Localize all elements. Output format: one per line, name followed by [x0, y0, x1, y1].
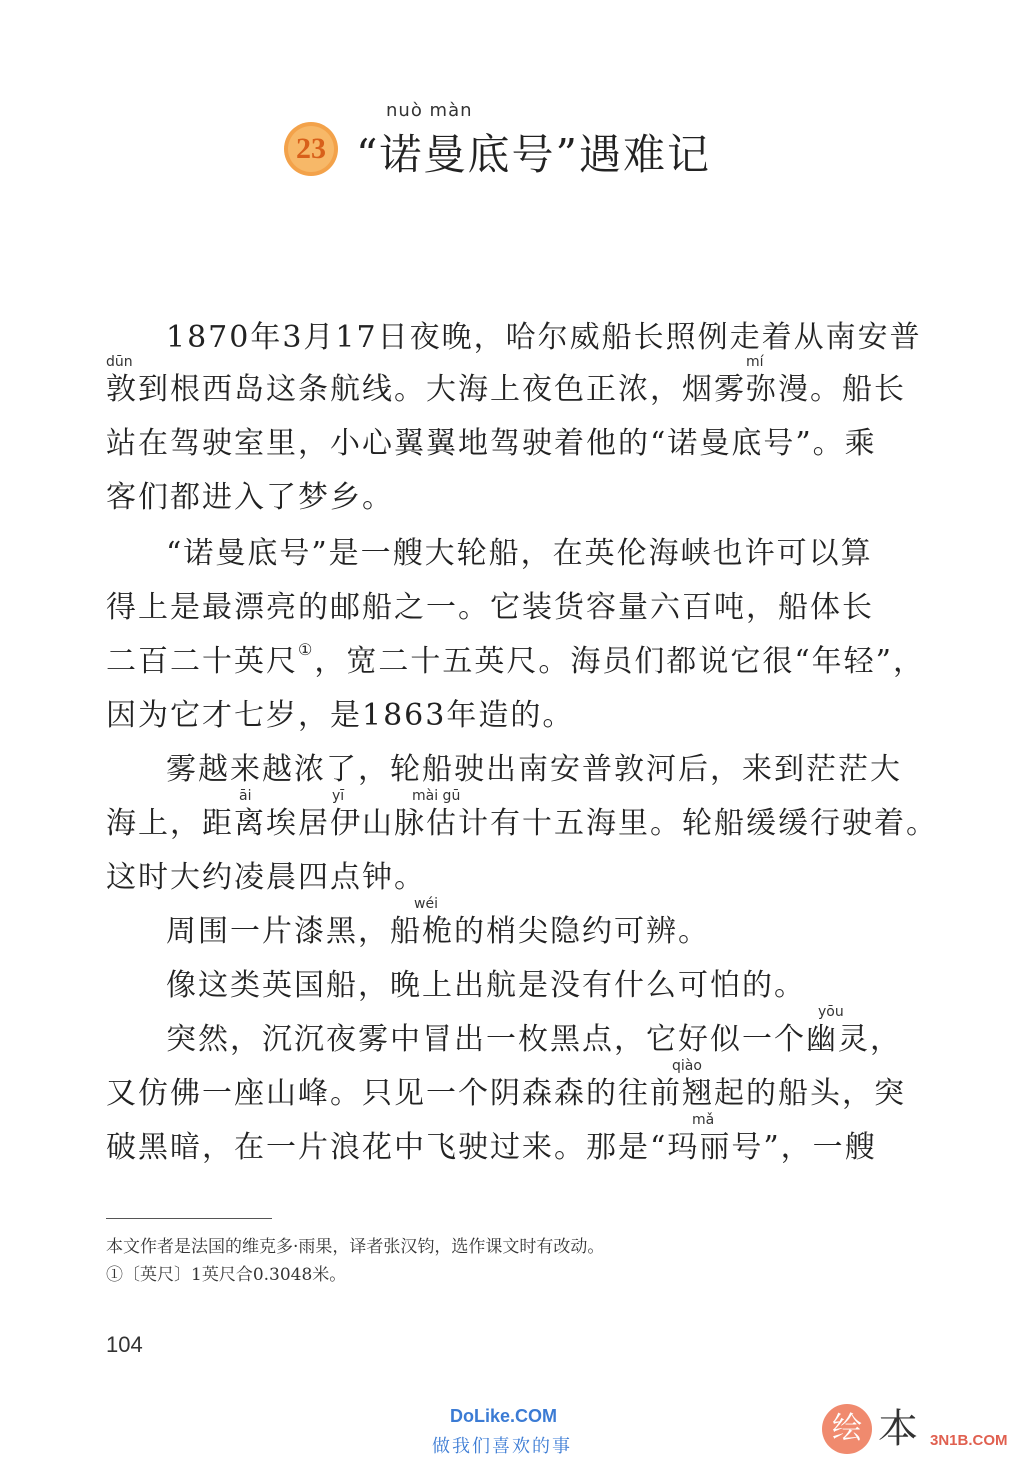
text-line: “诺曼底号”是一艘大轮船，在英伦海峡也许可以算 [166, 536, 873, 571]
pinyin-annotation: mí [746, 354, 764, 370]
text-line: 周围一片漆黑，船桅的梢尖隐约可辨。 [166, 914, 710, 949]
pinyin-annotation: qiào [672, 1058, 702, 1074]
footnote-divider [106, 1218, 272, 1219]
page-number: 104 [106, 1332, 143, 1357]
pinyin-annotation: mǎ [692, 1112, 715, 1128]
page-title: “诺曼底号”遇难记 [356, 130, 711, 179]
text-line: 敦到根西岛这条航线。大海上夜色正浓，烟雾弥漫。船长 [106, 372, 906, 407]
watermark-slogan: 做我们喜欢的事 [432, 1436, 572, 1457]
text-line: 海上，距离埃居伊山脉估计有十五海里。轮船缓缓行驶着。 [106, 806, 938, 841]
pinyin-annotation: wéi [414, 896, 438, 912]
text-line: 因为它才七岁，是1863年造的。 [106, 698, 575, 733]
text-segment: ，宽二十五英尺。海员们都说它很“年轻”， [314, 644, 926, 679]
text-line: 得上是最漂亮的邮船之一。它装货容量六百吨，船体长 [106, 590, 874, 625]
text-line: 破黑暗，在一片浪花中飞驶过来。那是“玛丽号”，一艘 [106, 1130, 877, 1165]
pinyin-annotation: yī [332, 788, 345, 804]
lesson-number-badge [284, 122, 338, 176]
lesson-number: 23 [296, 132, 326, 165]
footnote-marker: ① [298, 640, 315, 659]
text-line: 这时大约凌晨四点钟。 [106, 860, 426, 895]
text-line: 突然，沉沉夜雾中冒出一枚黑点，它好似一个幽灵， [166, 1022, 902, 1057]
watermark-dolike: DoLike.COM [450, 1406, 558, 1426]
text-line: 站在驾驶室里，小心翼翼地驾驶着他的“诺曼底号”。乘 [106, 426, 877, 461]
text-line: 又仿佛一座山峰。只见一个阴森森的往前翘起的船头，突 [106, 1076, 906, 1111]
text-line: 1870年3月17日夜晚，哈尔威船长照例走着从南安普 [166, 320, 922, 355]
lesson-title [0, 100, 1024, 180]
pinyin-annotation: mài gū [412, 788, 461, 804]
pinyin-annotation: dūn [106, 354, 133, 370]
footnote-1: ①〔英尺〕1英尺合0.3048米。 [106, 1265, 347, 1285]
text-line: 客们都进入了梦乡。 [106, 480, 394, 515]
watermark-site: 3N1B.COM [930, 1432, 1008, 1449]
footnote-source: 本文作者是法国的维克多·雨果，译者张汉钧，选作课文时有改动。 [106, 1237, 605, 1257]
pinyin-annotation: āi [239, 788, 252, 804]
text-line: 雾越来越浓了，轮船驶出南安普敦河后，来到茫茫大 [166, 752, 902, 787]
watermark-logo-icon: 绘 [822, 1404, 872, 1454]
text-line: 像这类英国船，晚上出航是没有什么可怕的。 [166, 968, 806, 1003]
pinyin-annotation: yōu [818, 1004, 844, 1020]
title-pinyin: nuò màn [386, 100, 473, 121]
watermark-ben: 本 [878, 1406, 918, 1452]
text-line [106, 642, 925, 682]
text-segment: 二百二十英尺 [106, 644, 298, 679]
